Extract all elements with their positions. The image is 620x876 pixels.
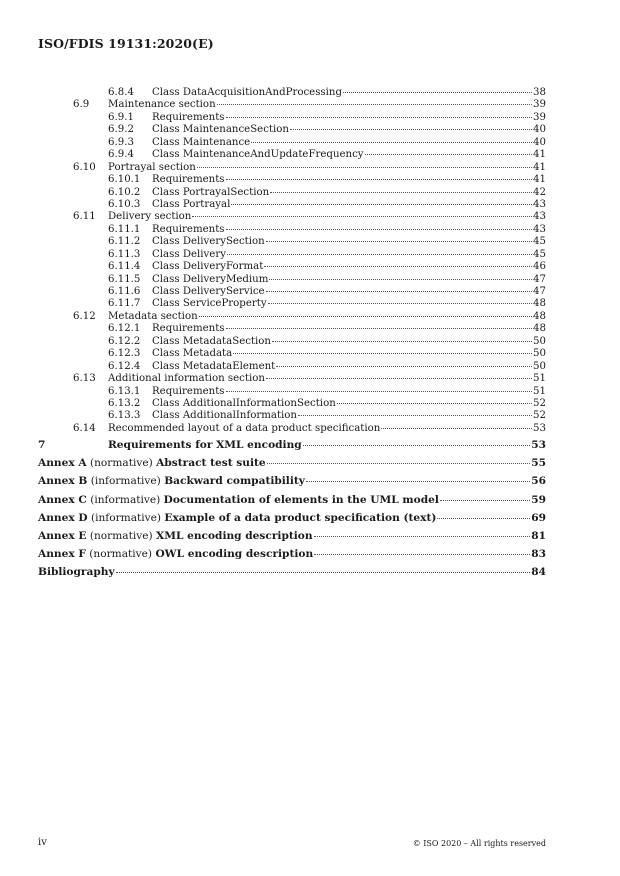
- toc-entry[interactable]: [38, 274, 546, 286]
- toc-entry-number: 6.9.4: [108, 149, 134, 161]
- toc-entry-title: Requirements: [152, 323, 225, 335]
- toc-entry-title: Recommended layout of a data product specification: [108, 422, 381, 434]
- toc-entry-number: 6.13.2: [108, 397, 141, 409]
- toc-top-page: 56: [531, 475, 546, 488]
- toc-leader-dots: [337, 403, 532, 404]
- toc-leader-dots: [290, 129, 532, 130]
- toc-top-page: 59: [531, 493, 546, 506]
- toc-entry-title: Requirements: [152, 174, 225, 186]
- toc-entry[interactable]: [38, 224, 546, 236]
- page-number: iv: [38, 837, 47, 848]
- toc-entry-number: 6.12.1: [108, 323, 141, 335]
- toc-entry-number: 6.8.4: [108, 87, 134, 98]
- toc-entry-title: Class MaintenanceAndUpdateFrequency: [152, 149, 364, 161]
- toc-entry-page: 48: [533, 310, 546, 322]
- toc-top-entry[interactable]: [38, 436, 546, 454]
- toc-entry[interactable]: [38, 124, 546, 136]
- toc-entry-page: 50: [533, 348, 546, 360]
- toc-clause-number: 7: [38, 439, 46, 452]
- toc-leader-dots: [343, 92, 532, 93]
- toc-entry-page: 47: [533, 273, 546, 285]
- toc-entry-number: 6.13.3: [108, 410, 141, 422]
- toc-entry-title: Class DataAcquisitionAndProcessing: [152, 87, 342, 98]
- toc-entry-page: 40: [533, 136, 546, 148]
- toc-leader-dots: [437, 518, 530, 519]
- toc-entry-page: 40: [533, 124, 546, 136]
- toc-entry-title: Class MetadataSection: [152, 335, 271, 347]
- toc-entry-number: 6.12.3: [108, 348, 141, 360]
- toc-entry-page: 41: [533, 149, 546, 161]
- toc-leader-dots: [268, 303, 532, 304]
- toc-entry-title: Class DeliveryService: [152, 286, 265, 297]
- annex-label: Annex F: [38, 547, 86, 560]
- annex-label: Annex B: [38, 475, 88, 488]
- toc-top-page: 55: [531, 457, 546, 470]
- toc-entry-number: 6.11.6: [108, 286, 141, 297]
- toc-leader-dots: [270, 192, 532, 193]
- toc-top-title: Example of a data product specification (text): [164, 511, 437, 524]
- toc-leader-dots: [266, 378, 532, 379]
- toc-entry-number: 6.9: [73, 99, 90, 111]
- annex-qualifier: (normative): [89, 529, 153, 542]
- toc-entry-title: Portrayal section: [108, 161, 196, 173]
- toc-entry[interactable]: [38, 87, 546, 99]
- toc-top-entry[interactable]: [38, 454, 546, 472]
- toc-leader-dots: [314, 536, 531, 537]
- toc-top-title: OWL encoding description: [155, 547, 314, 560]
- toc-entry-page: 53: [533, 422, 546, 434]
- toc-entry-title: Class DeliveryMedium: [152, 273, 269, 285]
- annex-qualifier: (normative): [89, 547, 153, 560]
- toc-entry-number: 6.11.2: [108, 236, 141, 248]
- annex-qualifier: (normative): [89, 457, 153, 470]
- toc-entry-title: Metadata section: [108, 310, 198, 322]
- toc-top-entry[interactable]: [38, 527, 546, 545]
- toc-leader-dots: [272, 341, 532, 342]
- toc-entry-title: Maintenance section: [108, 99, 216, 111]
- toc-entry-page: 43: [533, 223, 546, 235]
- toc-entry-title: Class Delivery: [152, 248, 226, 260]
- toc-top-entry[interactable]: [38, 563, 546, 581]
- toc-leader-dots: [116, 572, 531, 573]
- toc-top-page: 81: [531, 529, 546, 542]
- toc-leader-dots: [264, 266, 532, 267]
- toc-entry-page: 43: [533, 198, 546, 210]
- toc-entry-page: 41: [533, 161, 546, 173]
- toc-top-page: 69: [531, 511, 546, 524]
- toc-entry[interactable]: [38, 361, 546, 373]
- toc-entry-title: Class Maintenance: [152, 136, 251, 148]
- toc-leader-dots: [226, 391, 533, 392]
- toc-leader-dots: [306, 481, 530, 482]
- annex-label: Annex E: [38, 529, 87, 542]
- toc-entry-page: 51: [533, 385, 546, 397]
- toc-entry-title: Class MetadataElement: [152, 360, 276, 372]
- toc-leader-dots: [231, 204, 532, 205]
- toc-leader-dots: [381, 428, 532, 429]
- toc-leader-dots: [226, 328, 533, 329]
- toc-entry-title: Requirements: [152, 223, 225, 235]
- toc-entry-page: 42: [533, 186, 546, 198]
- toc-entry-title: Requirements: [152, 111, 225, 123]
- toc-entry[interactable]: [38, 211, 546, 223]
- toc-entry-number: 6.9.3: [108, 136, 134, 148]
- toc-top-entry[interactable]: [38, 545, 546, 563]
- toc-entry-page: 43: [533, 211, 546, 223]
- toc-entry[interactable]: [38, 336, 546, 348]
- toc-entry-title: Requirements: [152, 385, 225, 397]
- toc-top-title: Bibliography: [38, 565, 115, 578]
- toc-leader-dots: [267, 463, 531, 464]
- toc-entry-page: 51: [533, 373, 546, 385]
- toc-entry[interactable]: [38, 311, 546, 323]
- toc-entry-page: 48: [533, 298, 546, 310]
- toc-entry-number: 6.12: [73, 310, 96, 322]
- toc-entry-number: 6.12.2: [108, 335, 141, 347]
- toc-entry-page: 41: [533, 174, 546, 186]
- toc-entry[interactable]: [38, 174, 546, 186]
- toc-entry[interactable]: [38, 298, 546, 310]
- annex-qualifier: (informative): [90, 475, 161, 488]
- toc-entry[interactable]: [38, 187, 546, 199]
- toc-leader-dots: [303, 445, 531, 446]
- toc-top-page: 84: [531, 565, 546, 578]
- toc-entry-number: 6.11: [73, 211, 96, 223]
- toc-entry-number: 6.10: [73, 161, 96, 173]
- toc-leader-dots: [440, 500, 530, 501]
- toc-entry-title: Class PortrayalSection: [152, 186, 270, 198]
- toc-top-page: 83: [531, 547, 546, 560]
- toc-top-entry[interactable]: [38, 472, 546, 490]
- toc-entry-page: 38: [533, 87, 546, 98]
- toc-entry-title: Class AdditionalInformationSection: [152, 397, 336, 409]
- toc-leader-dots: [227, 254, 532, 255]
- toc-top-title: Backward compatibility: [164, 475, 305, 488]
- toc-entry[interactable]: [38, 348, 546, 360]
- toc-top-title: XML encoding description: [156, 529, 313, 542]
- toc-entry[interactable]: [38, 162, 546, 174]
- toc-entry[interactable]: [38, 286, 546, 298]
- toc-entry[interactable]: [38, 199, 546, 211]
- toc-entry[interactable]: [38, 386, 546, 398]
- toc-entry-number: 6.11.4: [108, 261, 141, 273]
- toc-entry-number: 6.13: [73, 373, 96, 385]
- toc-entry[interactable]: [38, 323, 546, 335]
- toc-leader-dots: [226, 229, 533, 230]
- toc-leader-dots: [251, 142, 532, 143]
- toc-entry-number: 6.11.5: [108, 273, 141, 285]
- toc-entry[interactable]: [38, 137, 546, 149]
- annex-qualifier: (informative): [90, 511, 162, 524]
- toc-leader-dots: [276, 366, 532, 367]
- toc-leader-dots: [226, 117, 533, 118]
- toc-entry-number: 6.10.2: [108, 186, 141, 198]
- toc-entry-number: 6.10.3: [108, 198, 141, 210]
- toc-entry-page: 50: [533, 360, 546, 372]
- toc-entry-page: 45: [533, 248, 546, 260]
- document-header: ISO/FDIS 19131:2020(E): [38, 36, 214, 51]
- toc-leader-dots: [192, 216, 532, 217]
- toc-entry[interactable]: [38, 373, 546, 385]
- toc-leader-dots: [197, 167, 532, 168]
- toc-entry-title: Class MaintenanceSection: [152, 124, 289, 136]
- toc-entry-title: Class DeliveryFormat: [152, 261, 264, 273]
- copyright-notice: © ISO 2020 – All rights reserved: [412, 839, 546, 848]
- toc-entry-page: 39: [533, 111, 546, 123]
- toc-entry-number: 6.9.2: [108, 124, 134, 136]
- toc-leader-dots: [269, 279, 532, 280]
- toc-entry-title: Delivery section: [108, 211, 192, 223]
- toc-entry[interactable]: [38, 398, 546, 410]
- toc-entry-page: 46: [533, 261, 546, 273]
- toc-entry-page: 45: [533, 236, 546, 248]
- annex-label: Annex D: [38, 511, 88, 524]
- toc-entry-title: Class DeliverySection: [152, 236, 265, 248]
- toc-entry-page: 52: [533, 410, 546, 422]
- annex-label: Annex A: [38, 457, 87, 470]
- toc-entry-number: 6.9.1: [108, 111, 134, 123]
- toc-entry[interactable]: [38, 410, 546, 422]
- toc-leader-dots: [217, 104, 532, 105]
- toc-entry[interactable]: [38, 149, 546, 161]
- toc-entry-title: Additional information section: [108, 373, 265, 385]
- toc-entry[interactable]: [38, 261, 546, 273]
- toc-leader-dots: [226, 179, 533, 180]
- annex-label: Annex C: [38, 493, 87, 506]
- toc-entry-number: 6.11.1: [108, 223, 141, 235]
- toc-top-title: Documentation of elements in the UML model: [163, 493, 439, 506]
- toc-entry-number: 6.12.4: [108, 360, 141, 372]
- toc-top-entry[interactable]: [38, 509, 546, 527]
- toc-leader-dots: [314, 554, 530, 555]
- toc-entry[interactable]: [38, 112, 546, 124]
- toc-entry[interactable]: [38, 99, 546, 111]
- toc-top-title: Requirements for XML encoding: [108, 439, 302, 452]
- toc-leader-dots: [233, 353, 532, 354]
- toc-top-page: 53: [531, 439, 546, 452]
- toc-leader-dots: [266, 291, 532, 292]
- toc-entry-number: 6.11.3: [108, 248, 141, 260]
- toc-leader-dots: [266, 241, 532, 242]
- toc-entry-page: 47: [533, 286, 546, 297]
- annex-qualifier: (informative): [90, 493, 161, 506]
- toc-entry-title: Class AdditionalInformation: [152, 410, 297, 422]
- toc-entry-title: Class ServiceProperty: [152, 298, 267, 310]
- toc-entry-title: Class Metadata: [152, 348, 233, 360]
- toc-entry-number: 6.11.7: [108, 298, 141, 310]
- table-of-contents: [38, 87, 546, 581]
- toc-entry[interactable]: [38, 236, 546, 248]
- toc-entry-title: Class Portrayal: [152, 198, 231, 210]
- toc-top-title: Abstract test suite: [156, 457, 266, 470]
- toc-leader-dots: [298, 415, 532, 416]
- toc-entry[interactable]: [38, 249, 546, 261]
- toc-entry-page: 50: [533, 335, 546, 347]
- toc-entry-number: 6.13.1: [108, 385, 141, 397]
- toc-entry-number: 6.14: [73, 422, 96, 434]
- toc-entry-number: 6.10.1: [108, 174, 141, 186]
- toc-entry-page: 52: [533, 397, 546, 409]
- toc-top-entry[interactable]: [38, 491, 546, 509]
- toc-entry-page: 48: [533, 323, 546, 335]
- toc-leader-dots: [365, 154, 532, 155]
- toc-entry-page: 39: [533, 99, 546, 111]
- toc-leader-dots: [199, 316, 532, 317]
- toc-entry[interactable]: [38, 423, 546, 435]
